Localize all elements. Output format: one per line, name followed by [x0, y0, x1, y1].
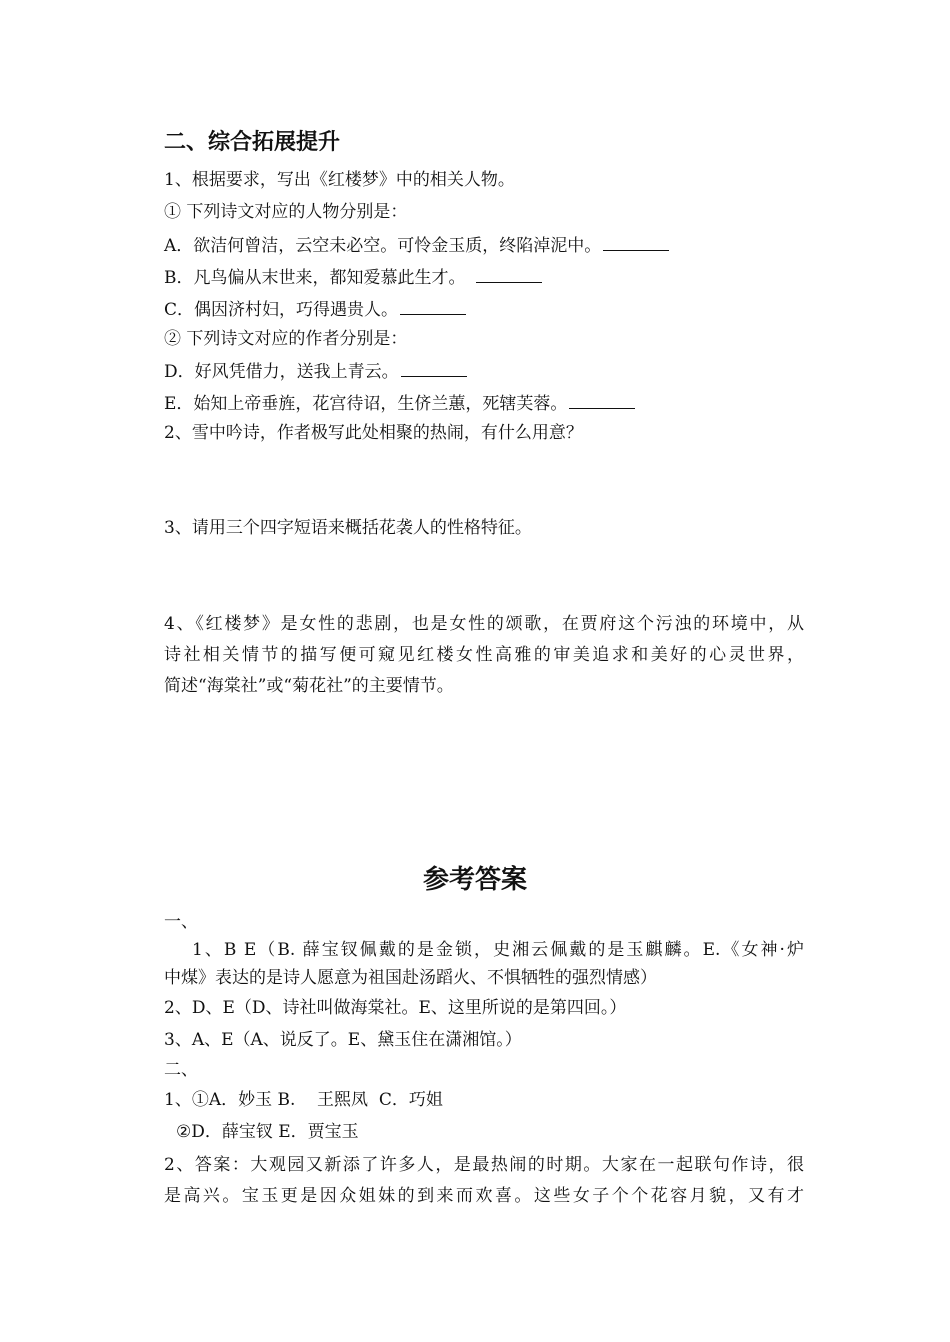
answer-part-2-1-line-1: 1、①A．妙玉 B. 王熙凤 C．巧姐 [164, 1090, 443, 1110]
answer-blank [569, 390, 635, 409]
question-3: 3、请用三个四字短语来概括花袭人的性格特征。 [164, 518, 532, 538]
question-1-option-a: A．欲洁何曾洁，云空未必空。可怜金玉质，终陷淖泥中。 [164, 232, 804, 258]
question-1-option-e: E．始知上帝垂旌，花宫待诏，生侪兰蕙，死辖芙蓉。 [164, 390, 804, 416]
answer-blank [400, 296, 466, 315]
answer-blank [603, 232, 669, 251]
answer-part-1-heading: 一、 [164, 912, 198, 932]
answer-2: 2、D、E（D、诗社叫做海棠社。E、这里所说的是第四回。） [164, 998, 627, 1018]
question-2: 2、雪中吟诗，作者极写此处相聚的热闹，有什么用意？ [164, 423, 583, 443]
question-4-line-1: 4、《红楼梦》是女性的悲剧，也是女性的颂歌，在贾府这个污浊的环境中，从 [164, 614, 804, 634]
answer-blank [476, 264, 542, 283]
answer-1-line-1: 1、B E（B. 薛宝钗佩戴的是金锁，史湘云佩戴的是玉麒麟。E.《女神·炉 [192, 940, 804, 960]
answer-part-2-heading: 二、 [164, 1060, 198, 1080]
answer-1-line-2: 中煤》表达的是诗人愿意为祖国赴汤蹈火、不惧牺牲的强烈情感） [164, 968, 657, 988]
answer-key-title: 参考答案 [422, 865, 527, 895]
question-4-line-3: 简述“海棠社”或“菊花社”的主要情节。 [164, 676, 454, 696]
answer-part-2-1-line-2: ②D．薛宝钗 E．贾宝玉 [176, 1122, 359, 1142]
question-1: 1、根据要求，写出《红楼梦》中的相关人物。 [164, 170, 515, 190]
question-4-line-2: 诗社相关情节的描写便可窥见红楼女性高雅的审美追求和美好的心灵世界， [164, 645, 804, 665]
answer-3: 3、A、E（A、说反了。E、黛玉住在潇湘馆。） [164, 1030, 522, 1050]
answer-part-2-2-line-1: 2、答案：大观园又新添了许多人，是最热闹的时期。大家在一起联句作诗，很 [164, 1155, 804, 1175]
answer-blank [401, 358, 467, 377]
section-title: 二、综合拓展提升 [164, 130, 341, 155]
question-1-option-b: B．凡鸟偏从末世来，都知爱慕此生才。 [164, 264, 804, 290]
question-1-option-d: D．好风凭借力，送我上青云。 [164, 358, 804, 384]
question-1-part-1: ① 下列诗文对应的人物分别是： [164, 202, 408, 222]
question-1-part-2: ② 下列诗文对应的作者分别是： [164, 329, 408, 349]
answer-part-2-2-line-2: 是高兴。宝玉更是因众姐妹的到来而欢喜。这些女子个个花容月貌，又有才 [164, 1186, 804, 1206]
question-1-option-c: C．偶因济村妇，巧得遇贵人。 [164, 296, 804, 322]
